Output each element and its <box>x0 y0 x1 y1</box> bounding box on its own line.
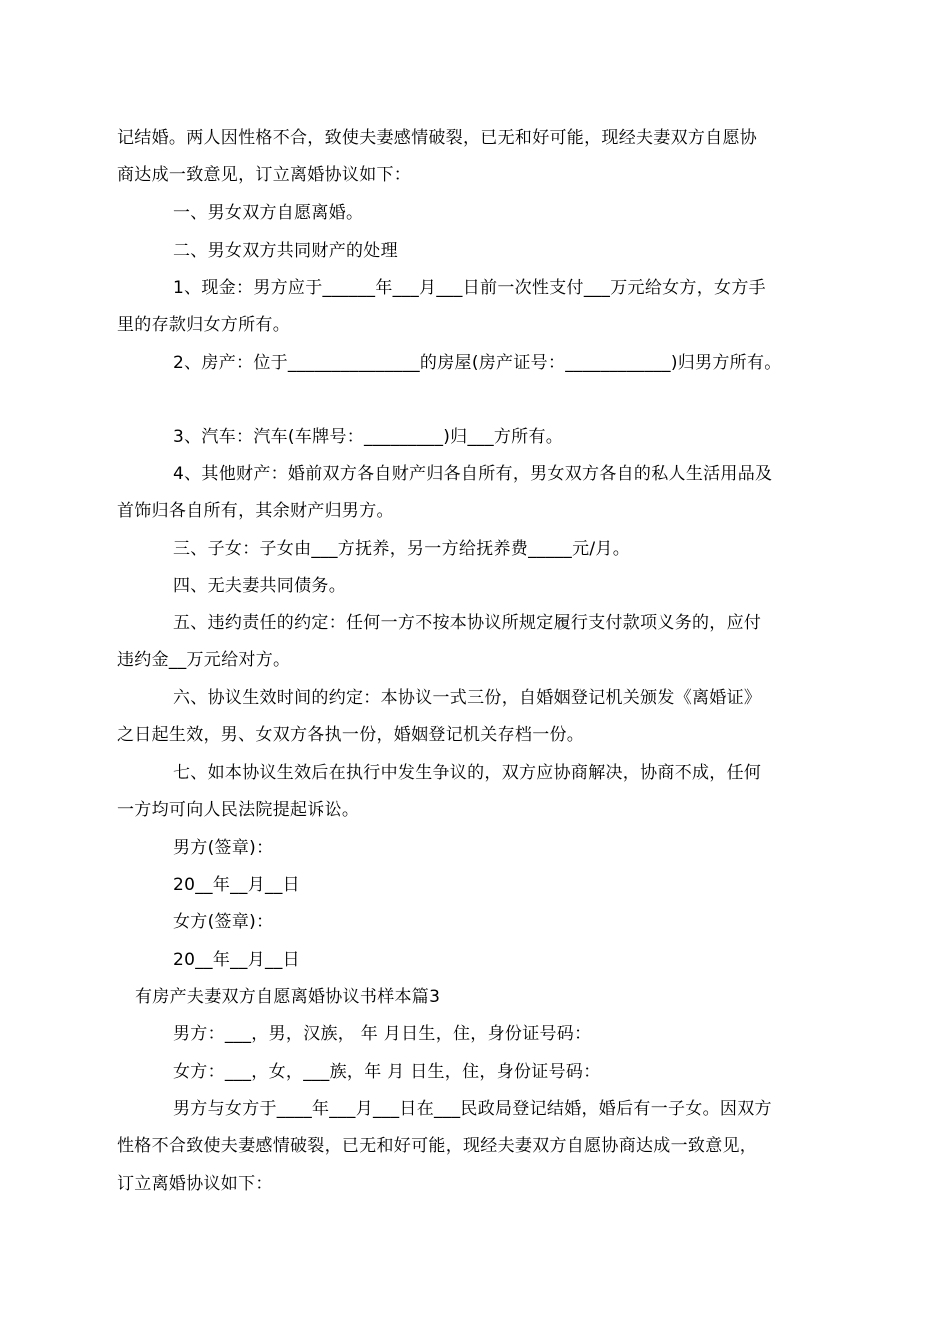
text-line: 一、男女双方自愿离婚。 <box>173 203 364 223</box>
text-line: 性格不合致使夫妻感情破裂，已无和好可能，现经夫妻双方自愿协商达成一致意见， <box>117 1136 758 1156</box>
text-line: 二、男女双方共同财产的处理 <box>173 241 398 261</box>
section-heading: 有房产夫妻双方自愿离婚协议书样本篇3 <box>135 987 441 1007</box>
text-line: 首饰归各自所有，其余财产归男方。 <box>117 501 394 521</box>
text-line: 里的存款归女方所有。 <box>117 315 290 335</box>
text-line: 四、无夫妻共同债务。 <box>173 576 346 596</box>
text-line: 1、现金：男方应于______年___月___日前一次性支付___万元给女方，女方手 <box>173 278 766 298</box>
text-line: 违约金__万元给对方。 <box>117 650 291 670</box>
text-line: 记结婚。两人因性格不合，致使夫妻感情破裂，已无和好可能，现经夫妻双方自愿协 <box>117 128 758 148</box>
text-line: 女方：___，女，___族，年 月 日生，住，身份证号码： <box>173 1062 601 1082</box>
text-line: 订立离婚协议如下： <box>117 1174 273 1194</box>
date-line: 20__年__月__日 <box>173 875 300 895</box>
text-line: 男方：___，男，汉族， 年 月日生，住，身份证号码： <box>173 1024 592 1044</box>
text-line: 4、其他财产：婚前双方各自财产归各自所有，男女双方各自的私人生活用品及 <box>173 464 773 484</box>
date-line: 20__年__月__日 <box>173 950 300 970</box>
text-line: 2、房产：位于_______________的房屋(房产证号：____________)归男方所有。 <box>173 353 782 373</box>
text-line: 之日起生效，男、女双方各执一份，婚姻登记机关存档一份。 <box>117 725 585 745</box>
text-line: 三、子女：子女由___方抚养，另一方给抚养费_____元/月。 <box>173 539 631 559</box>
signature-label-female: 女方(签章)： <box>173 912 274 932</box>
text-line: 六、协议生效时间的约定：本协议一式三份，自婚姻登记机关颁发《离婚证》 <box>173 688 762 708</box>
text-line: 五、违约责任的约定：任何一方不按本协议所规定履行支付款项义务的，应付 <box>173 613 762 633</box>
text-line: 3、汽车：汽车(车牌号：_________)归___方所有。 <box>173 427 564 447</box>
text-line: 一方均可向人民法院提起诉讼。 <box>117 800 360 820</box>
text-line: 男方与女方于____年___月___日在___民政局登记结婚，婚后有一子女。因双方 <box>173 1099 772 1119</box>
text-line: 商达成一致意见，订立离婚协议如下： <box>117 165 412 185</box>
text-line: 七、如本协议生效后在执行中发生争议的，双方应协商解决，协商不成，任何 <box>173 763 762 783</box>
signature-label-male: 男方(签章)： <box>173 838 274 858</box>
